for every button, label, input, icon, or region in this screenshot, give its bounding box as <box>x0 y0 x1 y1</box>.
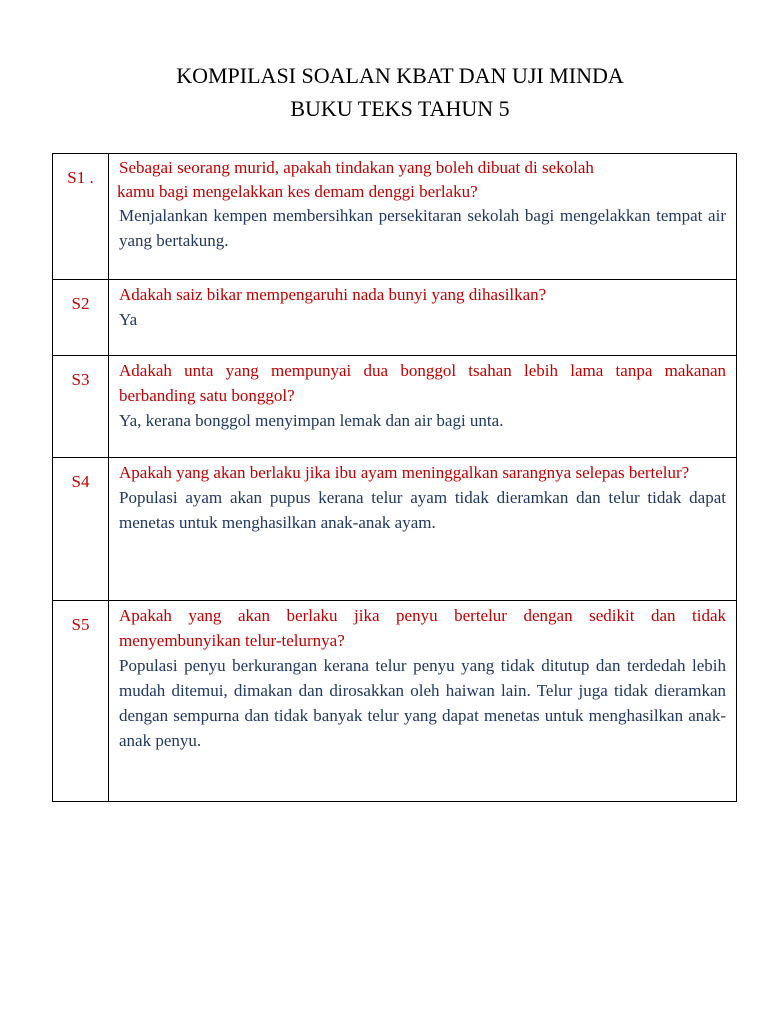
question-cell <box>109 356 737 458</box>
question-number: S3 <box>53 356 109 458</box>
answer-text: Menjalankan kempen membersihkan persekitaran sekolah bagi mengelakkan tempat air yang bertakung. <box>119 206 726 250</box>
answer-text: Populasi penyu berkurangan kerana telur penyu yang tidak ditutup dan terdedah lebih mudah ditemui, dimakan dan dirosakkan oleh haiwan lain. Telur juga tidak dieramkan dengan sempurna dan tidak banyak telur yang dapat menetas untuk menghasilkan anak-anak penyu. <box>119 656 726 750</box>
question-text: Apakah yang akan berlaku jika ibu ayam meninggalkan sarangnya selepas bertelur? <box>119 463 690 482</box>
table-row <box>53 356 737 458</box>
question-cell <box>109 458 737 601</box>
table-row <box>53 601 737 802</box>
question-text: Apakah yang akan berlaku jika penyu bertelur dengan sedikit dan tidak menyembunyikan telur-telurnya? <box>119 606 726 650</box>
question-number: S1 . <box>53 154 109 280</box>
question-cell <box>109 154 737 280</box>
question-text-line-1: Sebagai seorang murid, apakah tindakan yang boleh dibuat di sekolah <box>119 158 594 177</box>
table-row <box>53 154 737 280</box>
table-row <box>53 458 737 601</box>
question-text-line-2: kamu bagi mengelakkan kes demam denggi berlaku? <box>117 181 478 201</box>
question-number: S4 <box>53 458 109 601</box>
question-number: S2 <box>53 280 109 356</box>
question-cell <box>109 280 737 356</box>
table-row <box>53 280 737 356</box>
question-number: S5 <box>53 601 109 802</box>
document-title: KOMPILASI SOALAN KBAT DAN UJI MINDA <box>176 63 624 88</box>
document-subtitle: BUKU TEKS TAHUN 5 <box>290 96 510 121</box>
answer-text: Ya, kerana bonggol menyimpan lemak dan air bagi unta. <box>119 411 504 430</box>
answer-text: Populasi ayam akan pupus kerana telur ayam tidak dieramkan dan telur tidak dapat menetas untuk menghasilkan anak-anak ayam. <box>119 488 726 532</box>
question-text <box>119 156 726 203</box>
question-text: Adakah unta yang mempunyai dua bonggol tsahan lebih lama tanpa makanan berbanding satu bonggol? <box>119 361 726 405</box>
question-table <box>52 153 737 802</box>
question-cell <box>109 601 737 802</box>
answer-text: Ya <box>119 310 138 329</box>
question-text: Adakah saiz bikar mempengaruhi nada bunyi yang dihasilkan? <box>119 285 547 304</box>
